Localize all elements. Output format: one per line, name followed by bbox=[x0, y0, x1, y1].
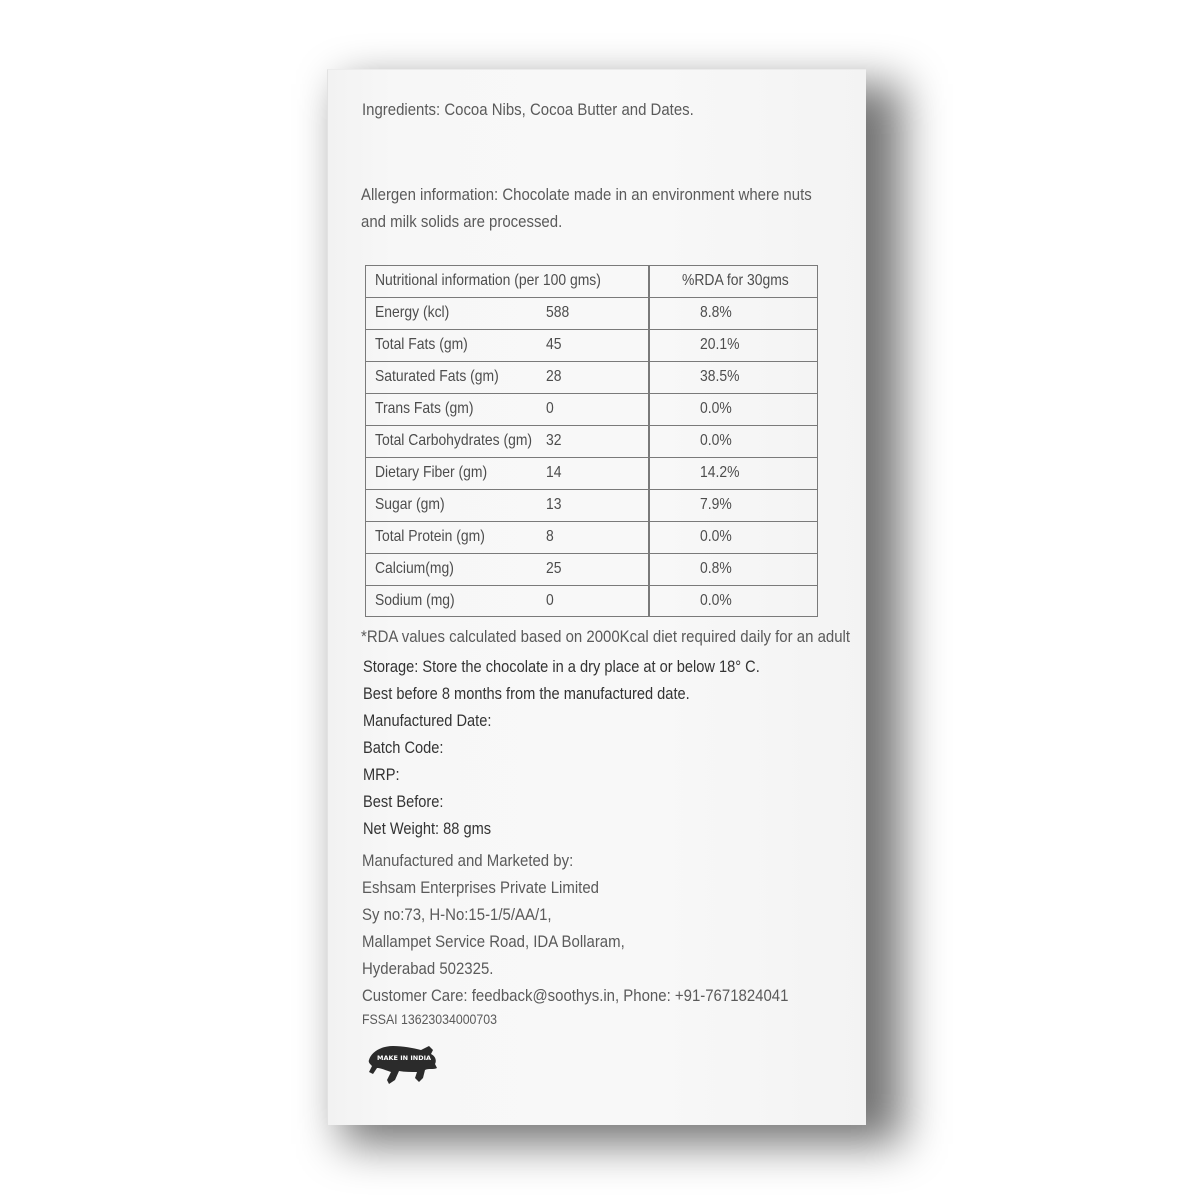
nutrient-value: 45 bbox=[546, 336, 562, 353]
nutrient-name: Sugar (gm) bbox=[375, 496, 445, 513]
manufacturer-name: Eshsam Enterprises Private Limited bbox=[362, 878, 599, 897]
make-in-india-lion-logo bbox=[363, 1038, 443, 1088]
manufacturer-address-1: Sy no:73, H-No:15-1/5/AA/1, bbox=[362, 905, 552, 924]
mrp-label: MRP: bbox=[363, 765, 400, 784]
table-row bbox=[366, 298, 817, 330]
fssai-number: FSSAI 13623034000703 bbox=[362, 1011, 497, 1027]
nutrient-rda: 0.0% bbox=[700, 432, 732, 449]
nutrition-table bbox=[365, 265, 818, 617]
table-row bbox=[366, 458, 817, 490]
nutrient-name: Dietary Fiber (gm) bbox=[375, 464, 488, 481]
table-header-right: %RDA for 30gms bbox=[682, 272, 789, 289]
nutrient-name: Saturated Fats (gm) bbox=[375, 368, 499, 385]
nutrient-rda: 38.5% bbox=[700, 368, 740, 385]
nutrient-rda: 7.9% bbox=[700, 496, 732, 513]
nutrient-name: Trans Fats (gm) bbox=[375, 400, 474, 417]
table-row bbox=[366, 426, 817, 458]
ingredients-text: Ingredients: Cocoa Nibs, Cocoa Butter and Dates. bbox=[362, 100, 694, 119]
table-row bbox=[366, 586, 817, 618]
nutrient-value: 32 bbox=[546, 432, 562, 449]
nutrient-value: 0 bbox=[546, 592, 554, 609]
nutrient-value: 13 bbox=[546, 496, 562, 513]
logo-text: MAKE IN INDIA bbox=[377, 1054, 432, 1062]
nutrient-name: Total Protein (gm) bbox=[375, 528, 485, 545]
nutrient-value: 14 bbox=[546, 464, 562, 481]
table-row bbox=[366, 490, 817, 522]
table-row bbox=[366, 330, 817, 362]
nutrient-value: 8 bbox=[546, 528, 554, 545]
nutrient-value: 0 bbox=[546, 400, 554, 417]
nutrient-name: Energy (kcl) bbox=[375, 304, 450, 321]
manufactured-date-label: Manufactured Date: bbox=[363, 711, 492, 730]
table-row bbox=[366, 362, 817, 394]
best-before-label: Best Before: bbox=[363, 792, 444, 811]
nutrient-rda: 0.0% bbox=[700, 528, 732, 545]
table-row bbox=[366, 554, 817, 586]
allergen-line-2: and milk solids are processed. bbox=[361, 212, 563, 231]
rda-note: *RDA values calculated based on 2000Kcal diet required daily for an adult bbox=[361, 627, 851, 646]
best-before-note: Best before 8 months from the manufactured date. bbox=[363, 684, 690, 703]
nutrient-rda: 0.8% bbox=[700, 560, 732, 577]
table-row bbox=[366, 522, 817, 554]
nutrient-rda: 0.0% bbox=[700, 592, 732, 609]
batch-code-label: Batch Code: bbox=[363, 738, 444, 757]
nutrient-rda: 0.0% bbox=[700, 400, 732, 417]
table-row bbox=[366, 394, 817, 426]
table-header-row bbox=[366, 266, 817, 298]
manufacturer-address-2: Mallampet Service Road, IDA Bollaram, bbox=[362, 932, 625, 951]
nutrient-rda: 20.1% bbox=[700, 336, 740, 353]
nutrient-value: 588 bbox=[546, 304, 570, 321]
package-back-panel bbox=[327, 69, 866, 1125]
storage-text: Storage: Store the chocolate in a dry place at or below 18° C. bbox=[363, 657, 760, 676]
nutrient-name: Calcium(mg) bbox=[375, 560, 454, 577]
nutrient-name: Total Fats (gm) bbox=[375, 336, 468, 353]
customer-care-text: Customer Care: feedback@soothys.in, Phone: +91-7671824041 bbox=[362, 986, 789, 1005]
allergen-line-1: Allergen information: Chocolate made in an environment where nuts bbox=[361, 185, 812, 204]
nutrient-value: 28 bbox=[546, 368, 562, 385]
manufacturer-address-3: Hyderabad 502325. bbox=[362, 959, 494, 978]
table-header-left: Nutritional information (per 100 gms) bbox=[375, 272, 601, 289]
nutrient-rda: 14.2% bbox=[700, 464, 740, 481]
manufacturer-heading: Manufactured and Marketed by: bbox=[362, 851, 574, 870]
nutrient-name: Total Carbohydrates (gm) bbox=[375, 432, 533, 449]
nutrient-name: Sodium (mg) bbox=[375, 592, 455, 609]
nutrient-value: 25 bbox=[546, 560, 562, 577]
net-weight-text: Net Weight: 88 gms bbox=[363, 819, 492, 838]
nutrient-rda: 8.8% bbox=[700, 304, 732, 321]
